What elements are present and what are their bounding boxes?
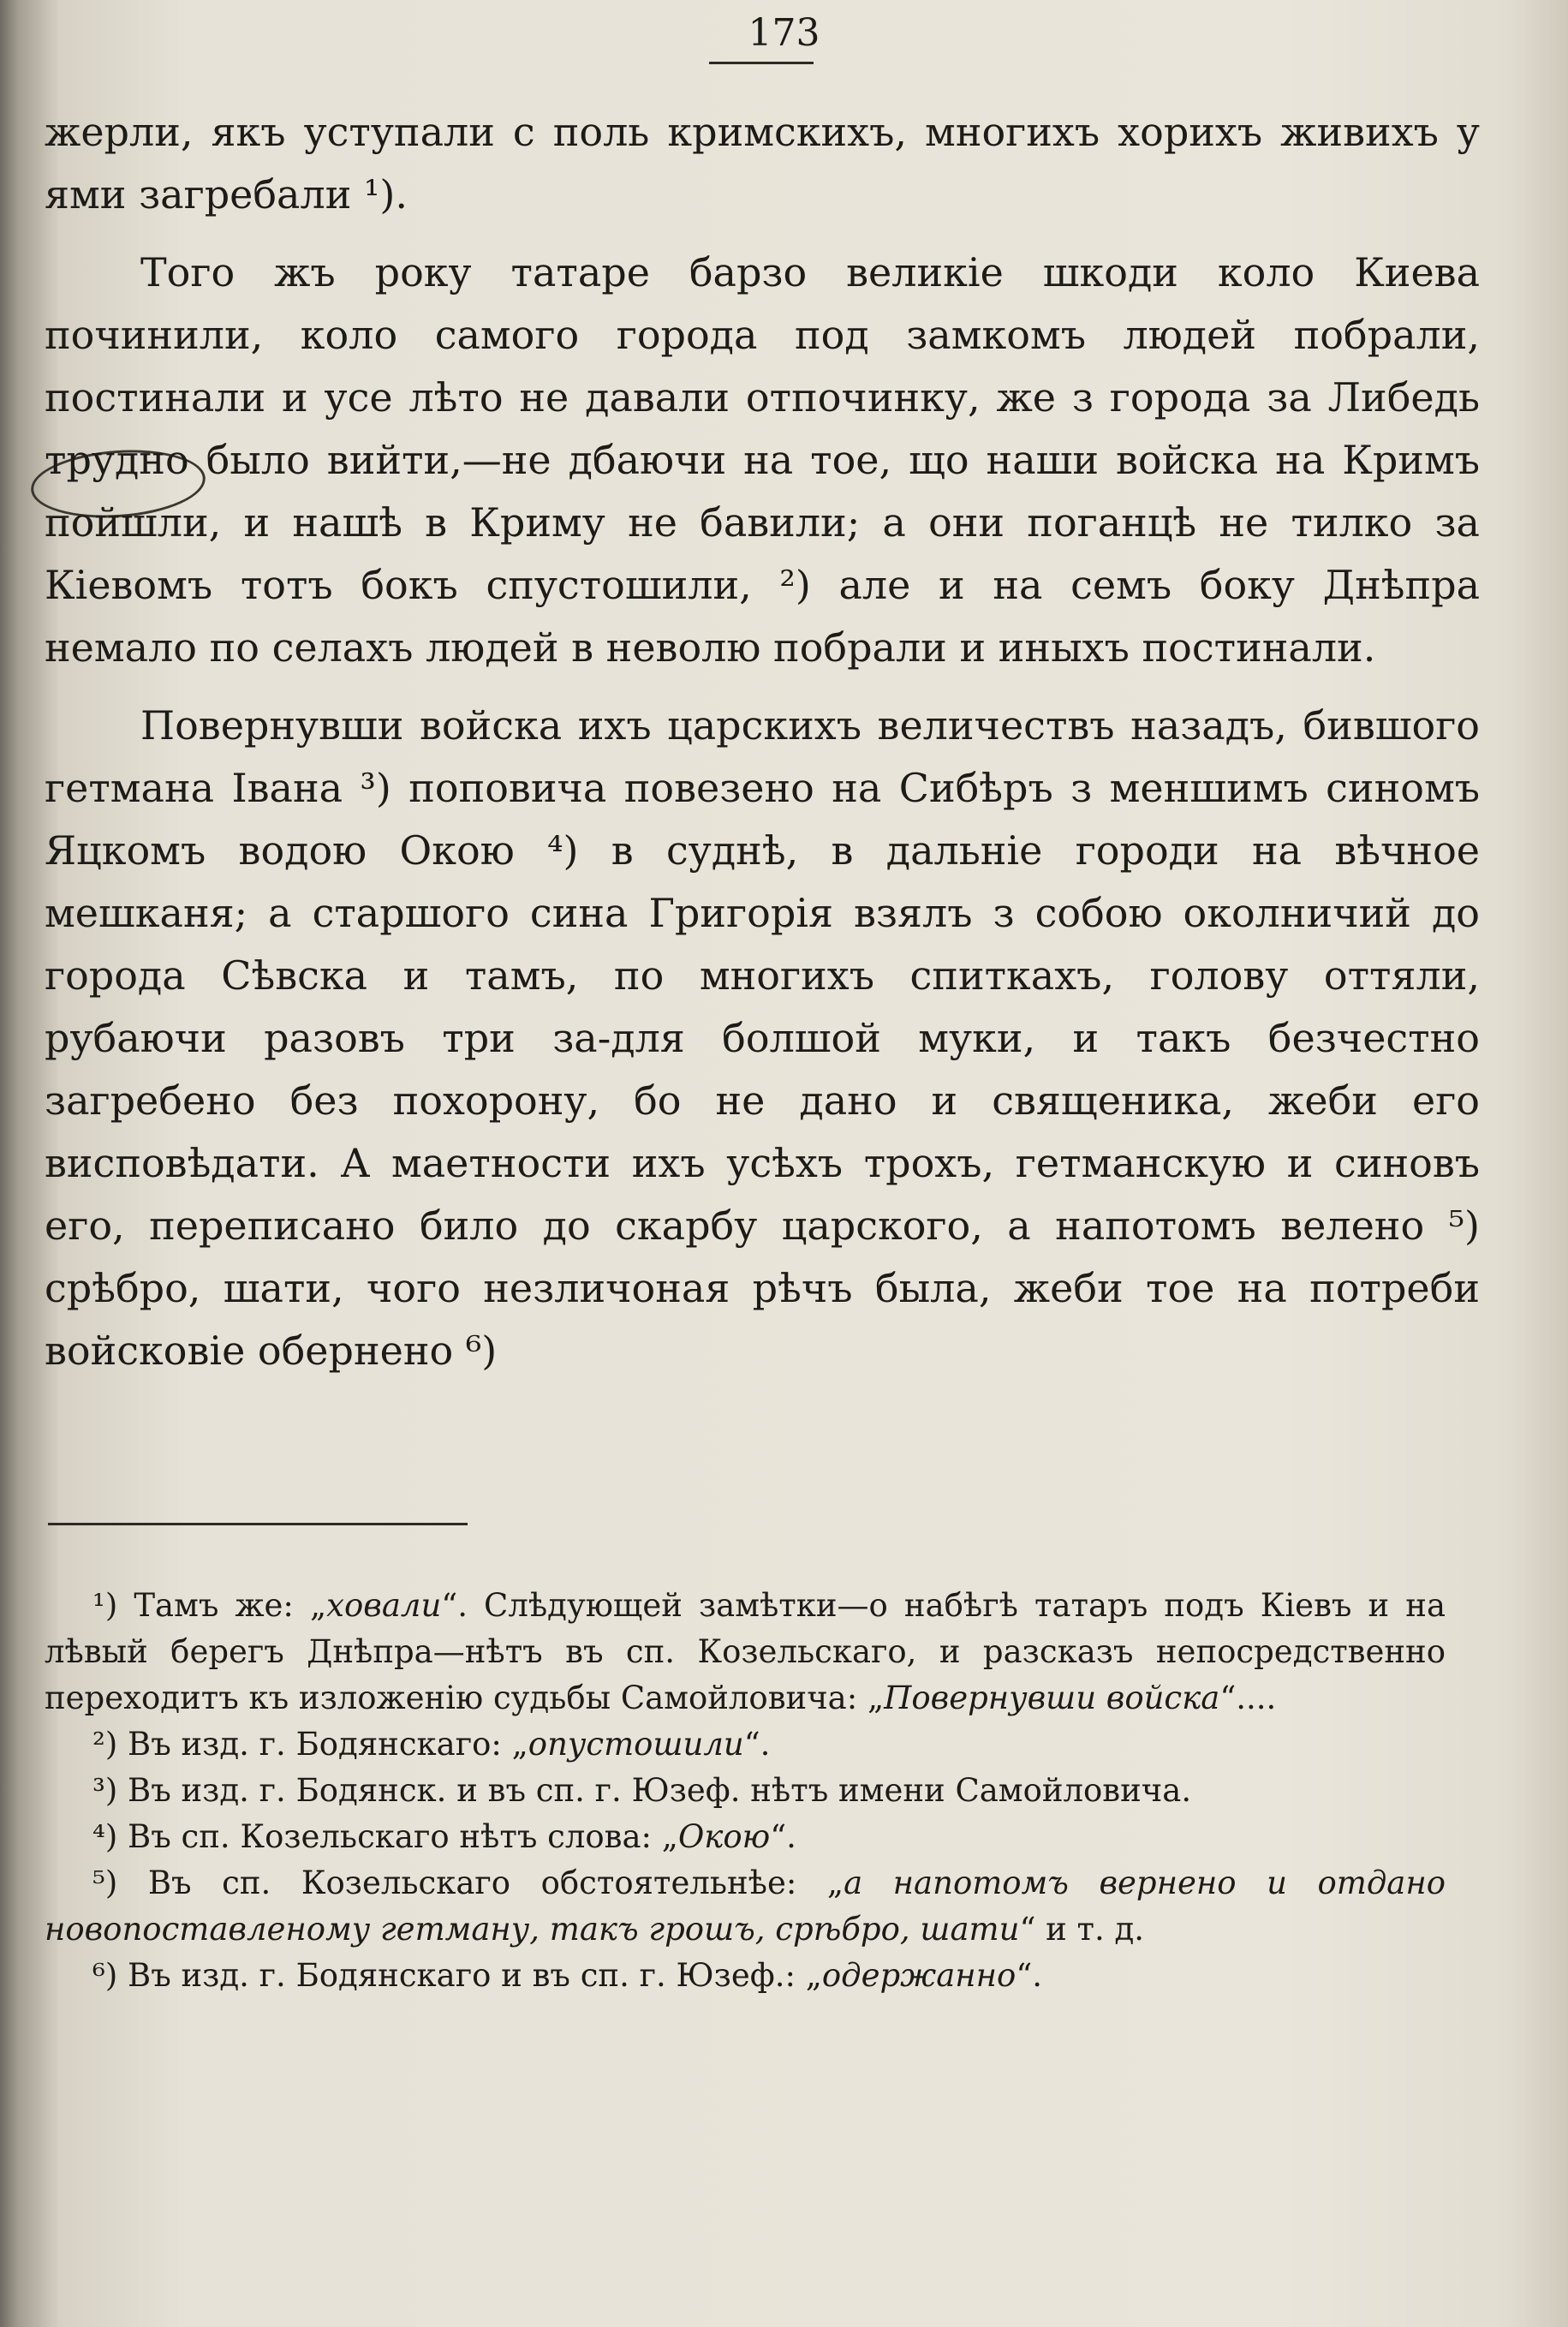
- footnote-text: Въ изд. г. Бодянскаго: „: [128, 1726, 528, 1763]
- footnote-marker: ⁵): [92, 1865, 148, 1901]
- footnote-text: “.: [743, 1726, 771, 1763]
- footnote-marker: ²): [92, 1726, 128, 1763]
- footnote-quote: опустошили: [528, 1726, 744, 1763]
- footnote-quote: ховали: [326, 1587, 442, 1624]
- footnote-5: [45, 1860, 1446, 1953]
- footnote-text: “.: [770, 1818, 796, 1855]
- footnote-3: [45, 1768, 1446, 1814]
- main-text: [45, 101, 1480, 1382]
- page-number: 173: [748, 11, 820, 55]
- footnote-marker: ¹): [92, 1587, 134, 1624]
- footnote-marker: ⁶): [92, 1957, 128, 1994]
- footnote-text: Въ сп. Козельскаго нѣтъ слова: „: [128, 1818, 678, 1855]
- footnote-6: [45, 1953, 1446, 1999]
- footnote-2: [45, 1721, 1446, 1768]
- footnotes: [45, 1583, 1446, 1999]
- paragraph-1: жерли, якъ уступали с поль кримскихъ, многихъ хорихъ живихъ у ями загребали ¹).: [45, 109, 1480, 218]
- footnote-separator: [48, 1523, 468, 1525]
- footnote-text: Тамъ же: „: [134, 1587, 327, 1624]
- footnote-quote: Повернувши войска: [884, 1680, 1220, 1716]
- footnote-1: [45, 1583, 1446, 1721]
- paragraph-3: Повернувши войска ихъ царскихъ величествъ назадъ, бившого гетмана Івана ³) поповича повезено на Сибѣръ з меншимъ синомъ Яцкомъ водою Окою ⁴) в суднѣ, в дальніе городи на вѣчное мешканя; а старшого сина Григорія взялъ з собою околничий до города Сѣвска и тамъ, по многихъ спиткахъ, голову оттяли, рубаючи разовъ три за-для болшой муки, и такъ безчестно загребено без похорону, бо не дано и священика, жеби его висповѣдати. А маетности ихъ усѣхъ трохъ, гетманскую и синовъ его, переписано било до скарбу царского, а напотомъ велено ⁵) срѣбро, шати, чого незличоная рѣчъ была, жеби тое на потреби войсковіе обернено ⁶): [45, 702, 1480, 1374]
- footnote-text: “.: [1016, 1957, 1043, 1994]
- footnote-quote: а напотомъ вернено и отдано новопоставленому гетману, такъ грошъ, срѣбро, шати: [45, 1865, 1446, 1948]
- footnote-marker: ⁴): [92, 1818, 128, 1855]
- paragraph-2: Того жъ року татаре барзо великіе шкоди коло Киева починили, коло самого города под замкомъ людей побрали, постинали и усе лѣто не давали отпочинку, же з города за Либедь трудно было вийти,—не дбаючи на тое, що наши войска на Кримъ пойшли, и нашѣ в Криму не бавили; а они поганцѣ не тилко за Кіевомъ тотъ бокъ спустошили, ²) але и на семъ боку Днѣпра немало по селахъ людей в неволю побрали и иныхъ постинали.: [45, 249, 1480, 671]
- footnote-4: [45, 1814, 1446, 1860]
- footnote-text: Въ изд. г. Бодянск. и въ сп. г. Юзеф. нѣтъ имени Самойловича.: [128, 1772, 1192, 1809]
- footnote-text: Въ сп. Козельскаго обстоятельнѣе: „: [147, 1865, 844, 1901]
- footnote-text: “....: [1219, 1680, 1277, 1716]
- footnote-quote: Окою: [677, 1818, 771, 1855]
- footnote-marker: ³): [92, 1772, 128, 1809]
- footnote-text: “ и т. д.: [1019, 1911, 1145, 1948]
- footnote-quote: одержанно: [821, 1957, 1017, 1994]
- footnote-text: Въ изд. г. Бодянскаго и въ сп. г. Юзеф.: „: [128, 1957, 822, 1994]
- page-number-underline: [709, 62, 814, 64]
- footnote-text: “. Слѣдующей замѣтки—о набѣгѣ татаръ подъ Кіевъ и на лѣвый берегъ Днѣпра—нѣтъ въ сп. Козельскаго, и разсказъ непосредственно переходитъ къ изложенію судьбы Самойловича: „: [45, 1587, 1446, 1716]
